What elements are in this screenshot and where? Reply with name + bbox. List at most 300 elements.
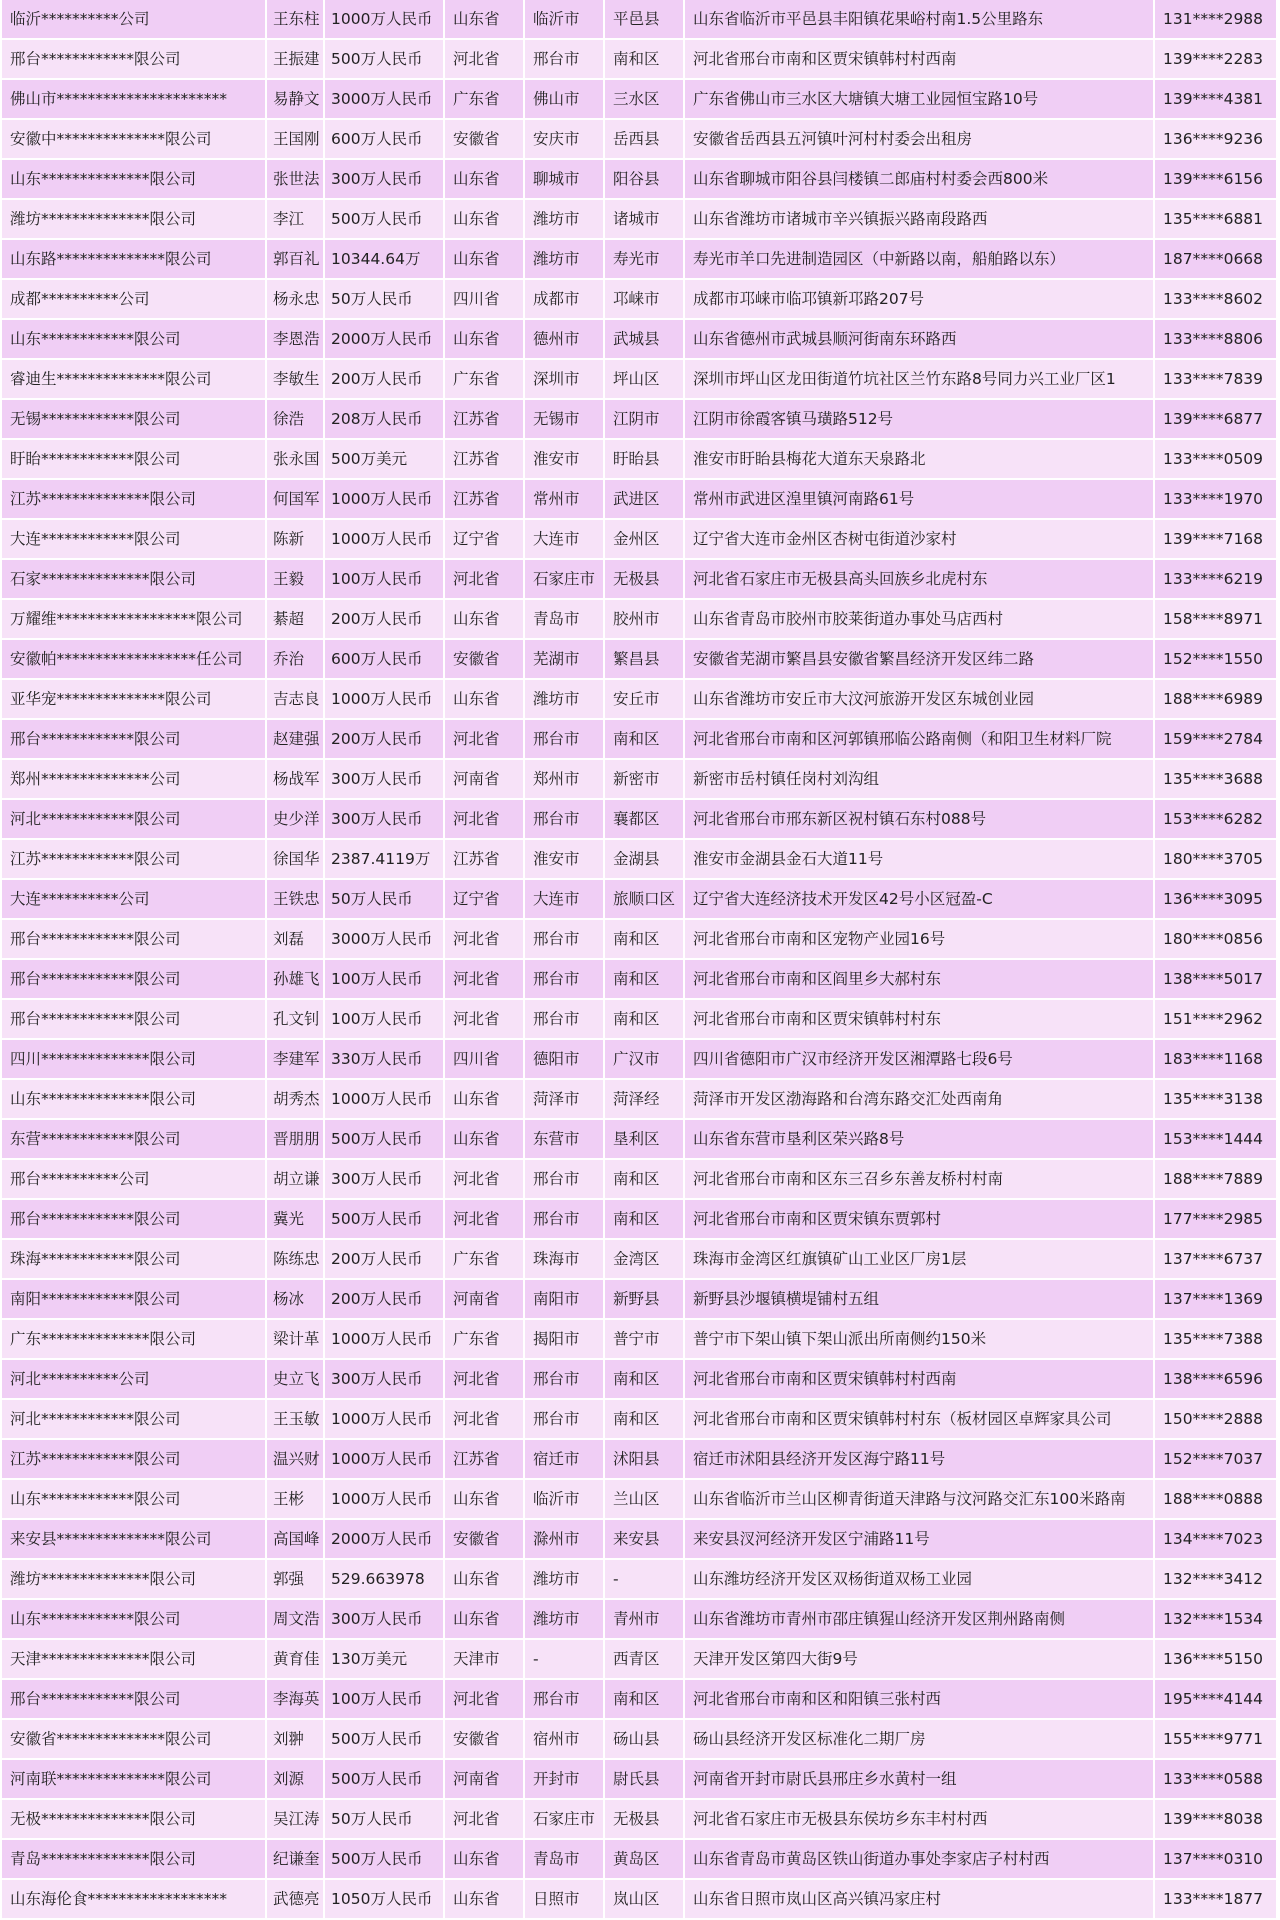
address-cell: 辽宁省大连经济技术开发区42号小区冠盈-C bbox=[685, 880, 1155, 920]
phone-cell: 188****6989 bbox=[1155, 680, 1278, 720]
company-name-cell: 广东**************限公司 bbox=[2, 1320, 267, 1360]
district-cell: 安丘市 bbox=[605, 680, 685, 720]
phone-cell: 152****7037 bbox=[1155, 1440, 1278, 1480]
phone-cell: 139****8038 bbox=[1155, 1800, 1278, 1840]
phone-cell: 133****8602 bbox=[1155, 280, 1278, 320]
table-row bbox=[2, 1880, 1278, 1920]
registered-capital-cell: 500万人民币 bbox=[325, 200, 445, 240]
phone-cell: 138****5017 bbox=[1155, 960, 1278, 1000]
registered-capital-cell: 529.663978 bbox=[325, 1560, 445, 1600]
registered-capital-cell: 500万美元 bbox=[325, 440, 445, 480]
company-name-cell: 临沂**********公司 bbox=[2, 0, 267, 40]
district-cell: 南和区 bbox=[605, 1000, 685, 1040]
table-row bbox=[2, 1480, 1278, 1520]
company-name-cell: 山东**************限公司 bbox=[2, 1080, 267, 1120]
district-cell: 寿光市 bbox=[605, 240, 685, 280]
province-cell: 河北省 bbox=[445, 1160, 525, 1200]
address-cell: 新密市岳村镇任岗村刘沟组 bbox=[685, 760, 1155, 800]
province-cell: 山东省 bbox=[445, 1840, 525, 1880]
legal-person-cell: 陈练忠 bbox=[267, 1240, 325, 1280]
legal-person-cell: 赵建强 bbox=[267, 720, 325, 760]
table-row bbox=[2, 40, 1278, 80]
address-cell: 淮安市盱眙县梅花大道东天泉路北 bbox=[685, 440, 1155, 480]
city-cell: 淮安市 bbox=[525, 440, 605, 480]
registered-capital-cell: 500万人民币 bbox=[325, 1200, 445, 1240]
table-row bbox=[2, 80, 1278, 120]
company-name-cell: 邢台************限公司 bbox=[2, 720, 267, 760]
city-cell: 宿迁市 bbox=[525, 1440, 605, 1480]
district-cell: 武城县 bbox=[605, 320, 685, 360]
legal-person-cell: 纪谦奎 bbox=[267, 1840, 325, 1880]
company-name-cell: 江苏************限公司 bbox=[2, 1440, 267, 1480]
company-name-cell: 青岛**************限公司 bbox=[2, 1840, 267, 1880]
legal-person-cell: 张永国 bbox=[267, 440, 325, 480]
province-cell: 山东省 bbox=[445, 320, 525, 360]
address-cell: 河北省邢台市南和区贾宋镇韩村村东（板材园区卓辉家具公司 bbox=[685, 1400, 1155, 1440]
city-cell: 大连市 bbox=[525, 520, 605, 560]
city-cell: 邢台市 bbox=[525, 1200, 605, 1240]
company-name-cell: 东营************限公司 bbox=[2, 1120, 267, 1160]
district-cell: 南和区 bbox=[605, 1160, 685, 1200]
phone-cell: 132****3412 bbox=[1155, 1560, 1278, 1600]
company-name-cell: 来安县**************限公司 bbox=[2, 1520, 267, 1560]
province-cell: 天津市 bbox=[445, 1640, 525, 1680]
registered-capital-cell: 1000万人民币 bbox=[325, 520, 445, 560]
province-cell: 四川省 bbox=[445, 1040, 525, 1080]
phone-cell: 133****0588 bbox=[1155, 1760, 1278, 1800]
address-cell: 河北省邢台市南和区和阳镇三张村西 bbox=[685, 1680, 1155, 1720]
registered-capital-cell: 50万人民币 bbox=[325, 1800, 445, 1840]
legal-person-cell: 周文浩 bbox=[267, 1600, 325, 1640]
company-name-cell: 江苏**************限公司 bbox=[2, 480, 267, 520]
address-cell: 河北省石家庄市无极县高头回族乡北虎村东 bbox=[685, 560, 1155, 600]
province-cell: 山东省 bbox=[445, 1880, 525, 1920]
district-cell: 南和区 bbox=[605, 720, 685, 760]
table-row bbox=[2, 1520, 1278, 1560]
legal-person-cell: 张世法 bbox=[267, 160, 325, 200]
legal-person-cell: 何国军 bbox=[267, 480, 325, 520]
company-name-cell: 邢台************限公司 bbox=[2, 1200, 267, 1240]
province-cell: 辽宁省 bbox=[445, 520, 525, 560]
phone-cell: 139****6877 bbox=[1155, 400, 1278, 440]
registered-capital-cell: 300万人民币 bbox=[325, 1360, 445, 1400]
phone-cell: 180****3705 bbox=[1155, 840, 1278, 880]
district-cell: 砀山县 bbox=[605, 1720, 685, 1760]
address-cell: 山东省潍坊市安丘市大汶河旅游开发区东城创业园 bbox=[685, 680, 1155, 720]
address-cell: 广东省佛山市三水区大塘镇大塘工业园恒宝路10号 bbox=[685, 80, 1155, 120]
table-row bbox=[2, 520, 1278, 560]
phone-cell: 159****2784 bbox=[1155, 720, 1278, 760]
table-row bbox=[2, 440, 1278, 480]
address-cell: 河北省邢台市南和区宠物产业园16号 bbox=[685, 920, 1155, 960]
address-cell: 山东省日照市岚山区高兴镇冯家庄村 bbox=[685, 1880, 1155, 1920]
registered-capital-cell: 130万美元 bbox=[325, 1640, 445, 1680]
province-cell: 山东省 bbox=[445, 600, 525, 640]
district-cell: 无极县 bbox=[605, 560, 685, 600]
registered-capital-cell: 300万人民币 bbox=[325, 1600, 445, 1640]
district-cell: 黄岛区 bbox=[605, 1840, 685, 1880]
phone-cell: 135****6881 bbox=[1155, 200, 1278, 240]
registered-capital-cell: 200万人民币 bbox=[325, 600, 445, 640]
province-cell: 山东省 bbox=[445, 200, 525, 240]
legal-person-cell: 陈新 bbox=[267, 520, 325, 560]
province-cell: 安徽省 bbox=[445, 120, 525, 160]
phone-cell: 131****2988 bbox=[1155, 0, 1278, 40]
province-cell: 河北省 bbox=[445, 40, 525, 80]
city-cell: 邢台市 bbox=[525, 800, 605, 840]
table-row bbox=[2, 1640, 1278, 1680]
district-cell: 繁昌县 bbox=[605, 640, 685, 680]
registered-capital-cell: 1000万人民币 bbox=[325, 1440, 445, 1480]
district-cell: 岳西县 bbox=[605, 120, 685, 160]
legal-person-cell: 王振建 bbox=[267, 40, 325, 80]
phone-cell: 135****3688 bbox=[1155, 760, 1278, 800]
table-row bbox=[2, 320, 1278, 360]
address-cell: 四川省德阳市广汉市经济开发区湘潭路七段6号 bbox=[685, 1040, 1155, 1080]
legal-person-cell: 晋朋朋 bbox=[267, 1120, 325, 1160]
company-name-cell: 安徽省**************限公司 bbox=[2, 1720, 267, 1760]
legal-person-cell: 王铁忠 bbox=[267, 880, 325, 920]
registered-capital-cell: 500万人民币 bbox=[325, 40, 445, 80]
company-name-cell: 河南联**************限公司 bbox=[2, 1760, 267, 1800]
phone-cell: 137****6737 bbox=[1155, 1240, 1278, 1280]
legal-person-cell: 王玉敏 bbox=[267, 1400, 325, 1440]
province-cell: 山东省 bbox=[445, 1600, 525, 1640]
legal-person-cell: 郭强 bbox=[267, 1560, 325, 1600]
company-name-cell: 盱眙************限公司 bbox=[2, 440, 267, 480]
legal-person-cell: 杨永忠 bbox=[267, 280, 325, 320]
table-row bbox=[2, 760, 1278, 800]
registered-capital-cell: 1000万人民币 bbox=[325, 480, 445, 520]
phone-cell: 151****2962 bbox=[1155, 1000, 1278, 1040]
legal-person-cell: 李江 bbox=[267, 200, 325, 240]
table-row bbox=[2, 680, 1278, 720]
address-cell: 山东省德州市武城县顺河街南东环路西 bbox=[685, 320, 1155, 360]
city-cell: 南阳市 bbox=[525, 1280, 605, 1320]
legal-person-cell: 李建军 bbox=[267, 1040, 325, 1080]
province-cell: 河北省 bbox=[445, 1000, 525, 1040]
city-cell: 邢台市 bbox=[525, 1000, 605, 1040]
table-row bbox=[2, 120, 1278, 160]
city-cell: 东营市 bbox=[525, 1120, 605, 1160]
legal-person-cell: 李敏生 bbox=[267, 360, 325, 400]
district-cell: 南和区 bbox=[605, 40, 685, 80]
province-cell: 山东省 bbox=[445, 1120, 525, 1160]
legal-person-cell: 刘磊 bbox=[267, 920, 325, 960]
city-cell: 邢台市 bbox=[525, 960, 605, 1000]
phone-cell: 139****7168 bbox=[1155, 520, 1278, 560]
table-row bbox=[2, 360, 1278, 400]
district-cell: 南和区 bbox=[605, 960, 685, 1000]
legal-person-cell: 徐国华 bbox=[267, 840, 325, 880]
table-row bbox=[2, 1840, 1278, 1880]
address-cell: 深圳市坪山区龙田街道竹坑社区兰竹东路8号同力兴工业厂区1 bbox=[685, 360, 1155, 400]
registered-capital-cell: 208万人民币 bbox=[325, 400, 445, 440]
table-row bbox=[2, 1680, 1278, 1720]
phone-cell: 133****1970 bbox=[1155, 480, 1278, 520]
registered-capital-cell: 500万人民币 bbox=[325, 1760, 445, 1800]
province-cell: 河北省 bbox=[445, 1680, 525, 1720]
address-cell: 河北省邢台市南和区贾宋镇东贾郭村 bbox=[685, 1200, 1155, 1240]
district-cell: 邛崃市 bbox=[605, 280, 685, 320]
legal-person-cell: 黄育佳 bbox=[267, 1640, 325, 1680]
company-name-cell: 珠海************限公司 bbox=[2, 1240, 267, 1280]
table-row bbox=[2, 1240, 1278, 1280]
table-row bbox=[2, 1720, 1278, 1760]
table-row bbox=[2, 960, 1278, 1000]
city-cell: 邢台市 bbox=[525, 1360, 605, 1400]
address-cell: 山东省潍坊市诸城市辛兴镇振兴路南段路西 bbox=[685, 200, 1155, 240]
city-cell: 无锡市 bbox=[525, 400, 605, 440]
city-cell: 临沂市 bbox=[525, 0, 605, 40]
address-cell: 山东省聊城市阳谷县闫楼镇二郎庙村村委会西800米 bbox=[685, 160, 1155, 200]
company-name-cell: 山东************限公司 bbox=[2, 1480, 267, 1520]
table-row bbox=[2, 880, 1278, 920]
district-cell: 无极县 bbox=[605, 1800, 685, 1840]
province-cell: 山东省 bbox=[445, 1480, 525, 1520]
city-cell: 临沂市 bbox=[525, 1480, 605, 1520]
table-row bbox=[2, 920, 1278, 960]
company-name-cell: 江苏************限公司 bbox=[2, 840, 267, 880]
legal-person-cell: 冀光 bbox=[267, 1200, 325, 1240]
table-row bbox=[2, 1120, 1278, 1160]
province-cell: 江苏省 bbox=[445, 400, 525, 440]
phone-cell: 133****0509 bbox=[1155, 440, 1278, 480]
legal-person-cell: 李海英 bbox=[267, 1680, 325, 1720]
registered-capital-cell: 1000万人民币 bbox=[325, 680, 445, 720]
district-cell: 青州市 bbox=[605, 1600, 685, 1640]
company-name-cell: 无极**************限公司 bbox=[2, 1800, 267, 1840]
district-cell: 南和区 bbox=[605, 1680, 685, 1720]
city-cell: 石家庄市 bbox=[525, 1800, 605, 1840]
province-cell: 广东省 bbox=[445, 1240, 525, 1280]
district-cell: 江阴市 bbox=[605, 400, 685, 440]
legal-person-cell: 史少洋 bbox=[267, 800, 325, 840]
phone-cell: 153****6282 bbox=[1155, 800, 1278, 840]
address-cell: 成都市邛崃市临邛镇新邛路207号 bbox=[685, 280, 1155, 320]
registered-capital-cell: 100万人民币 bbox=[325, 560, 445, 600]
table-row bbox=[2, 1800, 1278, 1840]
city-cell: 聊城市 bbox=[525, 160, 605, 200]
registered-capital-cell: 2000万人民币 bbox=[325, 1520, 445, 1560]
city-cell: 日照市 bbox=[525, 1880, 605, 1920]
table-row bbox=[2, 640, 1278, 680]
registered-capital-cell: 600万人民币 bbox=[325, 120, 445, 160]
registered-capital-cell: 300万人民币 bbox=[325, 1160, 445, 1200]
registered-capital-cell: 200万人民币 bbox=[325, 1280, 445, 1320]
province-cell: 四川省 bbox=[445, 280, 525, 320]
legal-person-cell: 胡秀杰 bbox=[267, 1080, 325, 1120]
district-cell: 武进区 bbox=[605, 480, 685, 520]
city-cell: 青岛市 bbox=[525, 1840, 605, 1880]
district-cell: 尉氏县 bbox=[605, 1760, 685, 1800]
district-cell: 胶州市 bbox=[605, 600, 685, 640]
registered-capital-cell: 200万人民币 bbox=[325, 1240, 445, 1280]
company-name-cell: 大连**********公司 bbox=[2, 880, 267, 920]
table-row bbox=[2, 560, 1278, 600]
district-cell: 金州区 bbox=[605, 520, 685, 560]
phone-cell: 137****1369 bbox=[1155, 1280, 1278, 1320]
district-cell: 来安县 bbox=[605, 1520, 685, 1560]
province-cell: 山东省 bbox=[445, 0, 525, 40]
district-cell: 襄都区 bbox=[605, 800, 685, 840]
district-cell: 菏泽经 bbox=[605, 1080, 685, 1120]
legal-person-cell: 吉志良 bbox=[267, 680, 325, 720]
district-cell: 岚山区 bbox=[605, 1880, 685, 1920]
address-cell: 普宁市下架山镇下架山派出所南侧约150米 bbox=[685, 1320, 1155, 1360]
address-cell: 安徽省芜湖市繁昌县安徽省繁昌经济开发区纬二路 bbox=[685, 640, 1155, 680]
district-cell: - bbox=[605, 1560, 685, 1600]
phone-cell: 153****1444 bbox=[1155, 1120, 1278, 1160]
city-cell: 邢台市 bbox=[525, 920, 605, 960]
legal-person-cell: 高国峰 bbox=[267, 1520, 325, 1560]
table-row bbox=[2, 240, 1278, 280]
province-cell: 广东省 bbox=[445, 1320, 525, 1360]
province-cell: 江苏省 bbox=[445, 1440, 525, 1480]
registered-capital-cell: 200万人民币 bbox=[325, 360, 445, 400]
registered-capital-cell: 500万人民币 bbox=[325, 1720, 445, 1760]
phone-cell: 133****7839 bbox=[1155, 360, 1278, 400]
company-name-cell: 邢台************限公司 bbox=[2, 40, 267, 80]
city-cell: 大连市 bbox=[525, 880, 605, 920]
province-cell: 江苏省 bbox=[445, 840, 525, 880]
address-cell: 来安县汊河经济开发区宁浦路11号 bbox=[685, 1520, 1155, 1560]
company-name-cell: 佛山市********************** bbox=[2, 80, 267, 120]
phone-cell: 133****6219 bbox=[1155, 560, 1278, 600]
legal-person-cell: 杨冰 bbox=[267, 1280, 325, 1320]
legal-person-cell: 王国刚 bbox=[267, 120, 325, 160]
company-name-cell: 四川**************限公司 bbox=[2, 1040, 267, 1080]
phone-cell: 135****7388 bbox=[1155, 1320, 1278, 1360]
table-row bbox=[2, 1560, 1278, 1600]
province-cell: 辽宁省 bbox=[445, 880, 525, 920]
province-cell: 江苏省 bbox=[445, 440, 525, 480]
company-name-cell: 山东**************限公司 bbox=[2, 160, 267, 200]
city-cell: 成都市 bbox=[525, 280, 605, 320]
legal-person-cell: 刘翀 bbox=[267, 1720, 325, 1760]
company-name-cell: 万耀维******************限公司 bbox=[2, 600, 267, 640]
district-cell: 诸城市 bbox=[605, 200, 685, 240]
city-cell: 郑州市 bbox=[525, 760, 605, 800]
company-name-cell: 亚华宠**************限公司 bbox=[2, 680, 267, 720]
legal-person-cell: 史立飞 bbox=[267, 1360, 325, 1400]
city-cell: 潍坊市 bbox=[525, 240, 605, 280]
phone-cell: 187****0668 bbox=[1155, 240, 1278, 280]
district-cell: 普宁市 bbox=[605, 1320, 685, 1360]
company-name-cell: 邢台************限公司 bbox=[2, 1000, 267, 1040]
province-cell: 山东省 bbox=[445, 160, 525, 200]
company-name-cell: 山东海伦食****************** bbox=[2, 1880, 267, 1920]
city-cell: 邢台市 bbox=[525, 1400, 605, 1440]
company-name-cell: 南阳************限公司 bbox=[2, 1280, 267, 1320]
table-row bbox=[2, 1000, 1278, 1040]
table-row bbox=[2, 160, 1278, 200]
district-cell: 阳谷县 bbox=[605, 160, 685, 200]
legal-person-cell: 王彬 bbox=[267, 1480, 325, 1520]
province-cell: 山东省 bbox=[445, 240, 525, 280]
district-cell: 垦利区 bbox=[605, 1120, 685, 1160]
company-name-cell: 河北************限公司 bbox=[2, 1400, 267, 1440]
district-cell: 金湖县 bbox=[605, 840, 685, 880]
phone-cell: 135****3138 bbox=[1155, 1080, 1278, 1120]
district-cell: 兰山区 bbox=[605, 1480, 685, 1520]
address-cell: 珠海市金湾区红旗镇矿山工业区厂房1层 bbox=[685, 1240, 1155, 1280]
city-cell: 潍坊市 bbox=[525, 200, 605, 240]
legal-person-cell: 武德亮 bbox=[267, 1880, 325, 1920]
district-cell: 南和区 bbox=[605, 1400, 685, 1440]
phone-cell: 133****8806 bbox=[1155, 320, 1278, 360]
legal-person-cell: 綦超 bbox=[267, 600, 325, 640]
company-name-cell: 潍坊**************限公司 bbox=[2, 1560, 267, 1600]
legal-person-cell: 易静文 bbox=[267, 80, 325, 120]
registered-capital-cell: 300万人民币 bbox=[325, 760, 445, 800]
phone-cell: 180****0856 bbox=[1155, 920, 1278, 960]
phone-cell: 150****2888 bbox=[1155, 1400, 1278, 1440]
registered-capital-cell: 1000万人民币 bbox=[325, 1400, 445, 1440]
table-row bbox=[2, 1400, 1278, 1440]
district-cell: 三水区 bbox=[605, 80, 685, 120]
address-cell: 新野县沙堰镇横堤铺村五组 bbox=[685, 1280, 1155, 1320]
district-cell: 金湾区 bbox=[605, 1240, 685, 1280]
address-cell: 河北省石家庄市无极县东侯坊乡东丰村村西 bbox=[685, 1800, 1155, 1840]
company-name-cell: 潍坊**************限公司 bbox=[2, 200, 267, 240]
address-cell: 河北省邢台市南和区河郭镇邢临公路南侧（和阳卫生材料厂院 bbox=[685, 720, 1155, 760]
table-row bbox=[2, 0, 1278, 40]
city-cell: 邢台市 bbox=[525, 1160, 605, 1200]
table-row bbox=[2, 800, 1278, 840]
phone-cell: 137****0310 bbox=[1155, 1840, 1278, 1880]
district-cell: 坪山区 bbox=[605, 360, 685, 400]
province-cell: 广东省 bbox=[445, 360, 525, 400]
legal-person-cell: 梁计革 bbox=[267, 1320, 325, 1360]
province-cell: 安徽省 bbox=[445, 1720, 525, 1760]
phone-cell: 188****7889 bbox=[1155, 1160, 1278, 1200]
address-cell: 河北省邢台市南和区东三召乡东善友桥村村南 bbox=[685, 1160, 1155, 1200]
legal-person-cell: 吴江涛 bbox=[267, 1800, 325, 1840]
legal-person-cell: 王毅 bbox=[267, 560, 325, 600]
address-cell: 山东省青岛市胶州市胶莱街道办事处马店西村 bbox=[685, 600, 1155, 640]
city-cell: 潍坊市 bbox=[525, 680, 605, 720]
legal-person-cell: 孔文钊 bbox=[267, 1000, 325, 1040]
legal-person-cell: 胡立谦 bbox=[267, 1160, 325, 1200]
company-name-cell: 邢台************限公司 bbox=[2, 1680, 267, 1720]
address-cell: 河北省邢台市邢东新区祝村镇石东村088号 bbox=[685, 800, 1155, 840]
phone-cell: 158****8971 bbox=[1155, 600, 1278, 640]
district-cell: 旅顺口区 bbox=[605, 880, 685, 920]
table-row bbox=[2, 720, 1278, 760]
city-cell: 安庆市 bbox=[525, 120, 605, 160]
company-name-cell: 成都**********公司 bbox=[2, 280, 267, 320]
province-cell: 河北省 bbox=[445, 560, 525, 600]
address-cell: 山东省青岛市黄岛区铁山街道办事处李家店子村村西 bbox=[685, 1840, 1155, 1880]
city-cell: 石家庄市 bbox=[525, 560, 605, 600]
company-name-cell: 郑州**************公司 bbox=[2, 760, 267, 800]
province-cell: 安徽省 bbox=[445, 640, 525, 680]
registered-capital-cell: 100万人民币 bbox=[325, 1000, 445, 1040]
company-name-cell: 山东************限公司 bbox=[2, 320, 267, 360]
city-cell: 邢台市 bbox=[525, 40, 605, 80]
company-name-cell: 安徽中**************限公司 bbox=[2, 120, 267, 160]
registered-capital-cell: 500万人民币 bbox=[325, 1840, 445, 1880]
province-cell: 河北省 bbox=[445, 720, 525, 760]
address-cell: 常州市武进区湟里镇河南路61号 bbox=[685, 480, 1155, 520]
registered-capital-cell: 50万人民币 bbox=[325, 280, 445, 320]
city-cell: 青岛市 bbox=[525, 600, 605, 640]
registered-capital-cell: 200万人民币 bbox=[325, 720, 445, 760]
table-row bbox=[2, 840, 1278, 880]
phone-cell: 134****7023 bbox=[1155, 1520, 1278, 1560]
address-cell: 河北省邢台市南和区贾宋镇韩村村西南 bbox=[685, 40, 1155, 80]
